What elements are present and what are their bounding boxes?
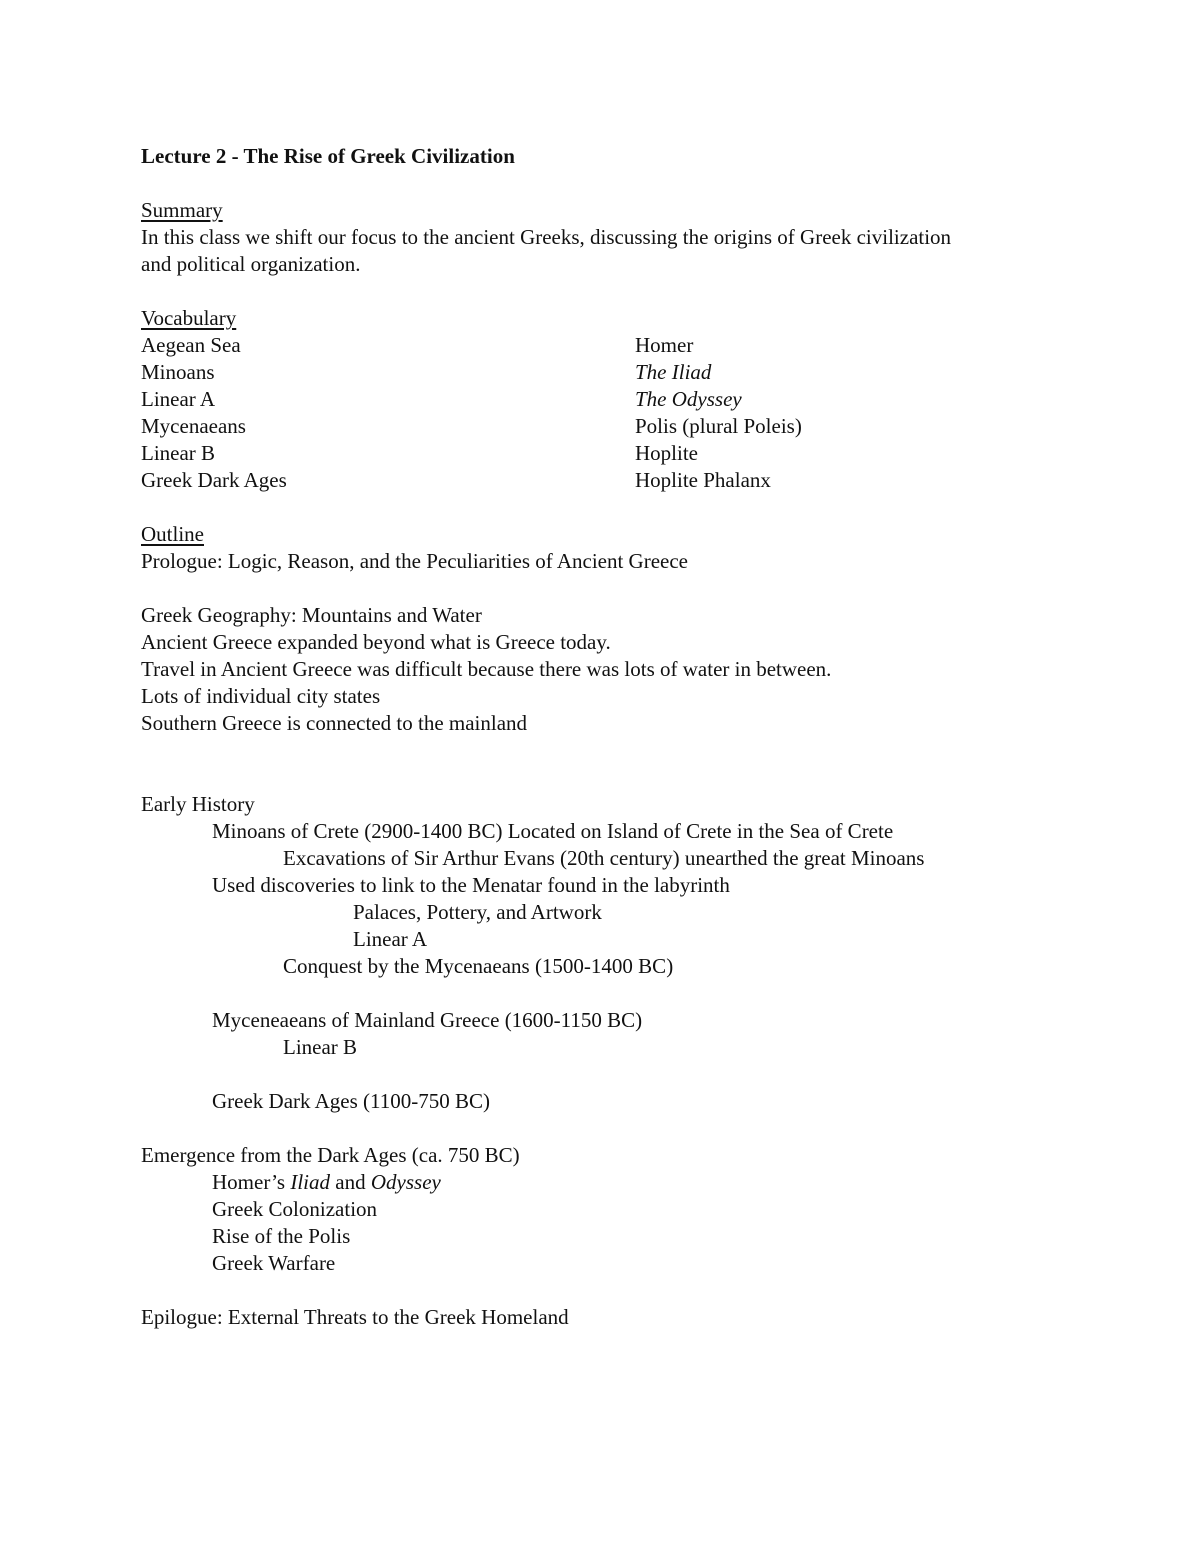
list-item: Ancient Greece expanded beyond what is Greece today. <box>141 630 611 654</box>
list-item: Excavations of Sir Arthur Evans (20th century) unearthed the great Minoans <box>283 846 925 870</box>
vocab-term: Greek Dark Ages <box>141 468 287 492</box>
vocab-term: Aegean Sea <box>141 333 241 357</box>
list-item: Minoans of Crete (2900-1400 BC) Located on Island of Crete in the Sea of Crete <box>212 819 894 843</box>
homer-iliad: Iliad <box>290 1170 331 1194</box>
list-item: Greek Warfare <box>212 1251 336 1275</box>
vocabulary-list <box>141 332 1101 494</box>
homer-odyssey: Odyssey <box>370 1170 441 1194</box>
vocab-term: Minoans <box>141 360 215 384</box>
geography-heading: Greek Geography: Mountains and Water <box>141 603 482 627</box>
vocab-term: Linear B <box>141 441 216 465</box>
early-history-heading: Early History <box>141 792 255 816</box>
homer-prefix: Homer’s <box>212 1170 291 1194</box>
list-item: Palaces, Pottery, and Artwork <box>353 900 602 924</box>
document-content <box>141 143 1101 1331</box>
vocab-term: Linear A <box>141 387 216 411</box>
list-item: Linear B <box>283 1035 358 1059</box>
vocab-term: Mycenaeans <box>141 414 246 438</box>
vocabulary-heading: Vocabulary <box>141 306 237 330</box>
vocab-row <box>141 359 1101 386</box>
outline-prologue: Prologue: Logic, Reason, and the Peculiarities of Ancient Greece <box>141 549 688 573</box>
vocab-term: Polis (plural Poleis) <box>635 414 802 438</box>
list-item: Myceneaeans of Mainland Greece (1600-1150 BC) <box>212 1008 643 1032</box>
vocab-row <box>141 467 1101 494</box>
list-item: Greek Dark Ages (1100-750 BC) <box>212 1089 490 1113</box>
outline-heading: Outline <box>141 522 204 546</box>
vocab-row <box>141 386 1101 413</box>
list-item <box>141 1169 1101 1196</box>
vocab-term: Hoplite <box>635 441 698 465</box>
list-item: Lots of individual city states <box>141 684 381 708</box>
vocab-term: Hoplite Phalanx <box>635 468 771 492</box>
outline-epilogue: Epilogue: External Threats to the Greek Homeland <box>141 1305 569 1329</box>
summary-line-1: In this class we shift our focus to the ancient Greeks, discussing the origins of Greek civilization <box>141 225 952 249</box>
list-item: Southern Greece is connected to the mainland <box>141 711 528 735</box>
vocab-term: The Iliad <box>635 360 712 384</box>
homer-and: and <box>330 1170 371 1194</box>
summary-heading: Summary <box>141 198 223 222</box>
vocab-row <box>141 332 1101 359</box>
page-title: Lecture 2 - The Rise of Greek Civilization <box>141 144 515 168</box>
list-item: Conquest by the Mycenaeans (1500-1400 BC) <box>283 954 674 978</box>
summary-line-2: and political organization. <box>141 252 361 276</box>
list-item: Rise of the Polis <box>212 1224 351 1248</box>
list-item: Linear A <box>353 927 428 951</box>
vocab-row <box>141 413 1101 440</box>
emergence-heading: Emergence from the Dark Ages (ca. 750 BC) <box>141 1143 520 1167</box>
vocab-term: The Odyssey <box>635 387 742 411</box>
vocab-row <box>141 440 1101 467</box>
vocab-term: Homer <box>635 333 694 357</box>
list-item: Used discoveries to link to the Menatar found in the labyrinth <box>212 873 730 897</box>
list-item: Greek Colonization <box>212 1197 378 1221</box>
list-item: Travel in Ancient Greece was difficult because there was lots of water in between. <box>141 657 832 681</box>
